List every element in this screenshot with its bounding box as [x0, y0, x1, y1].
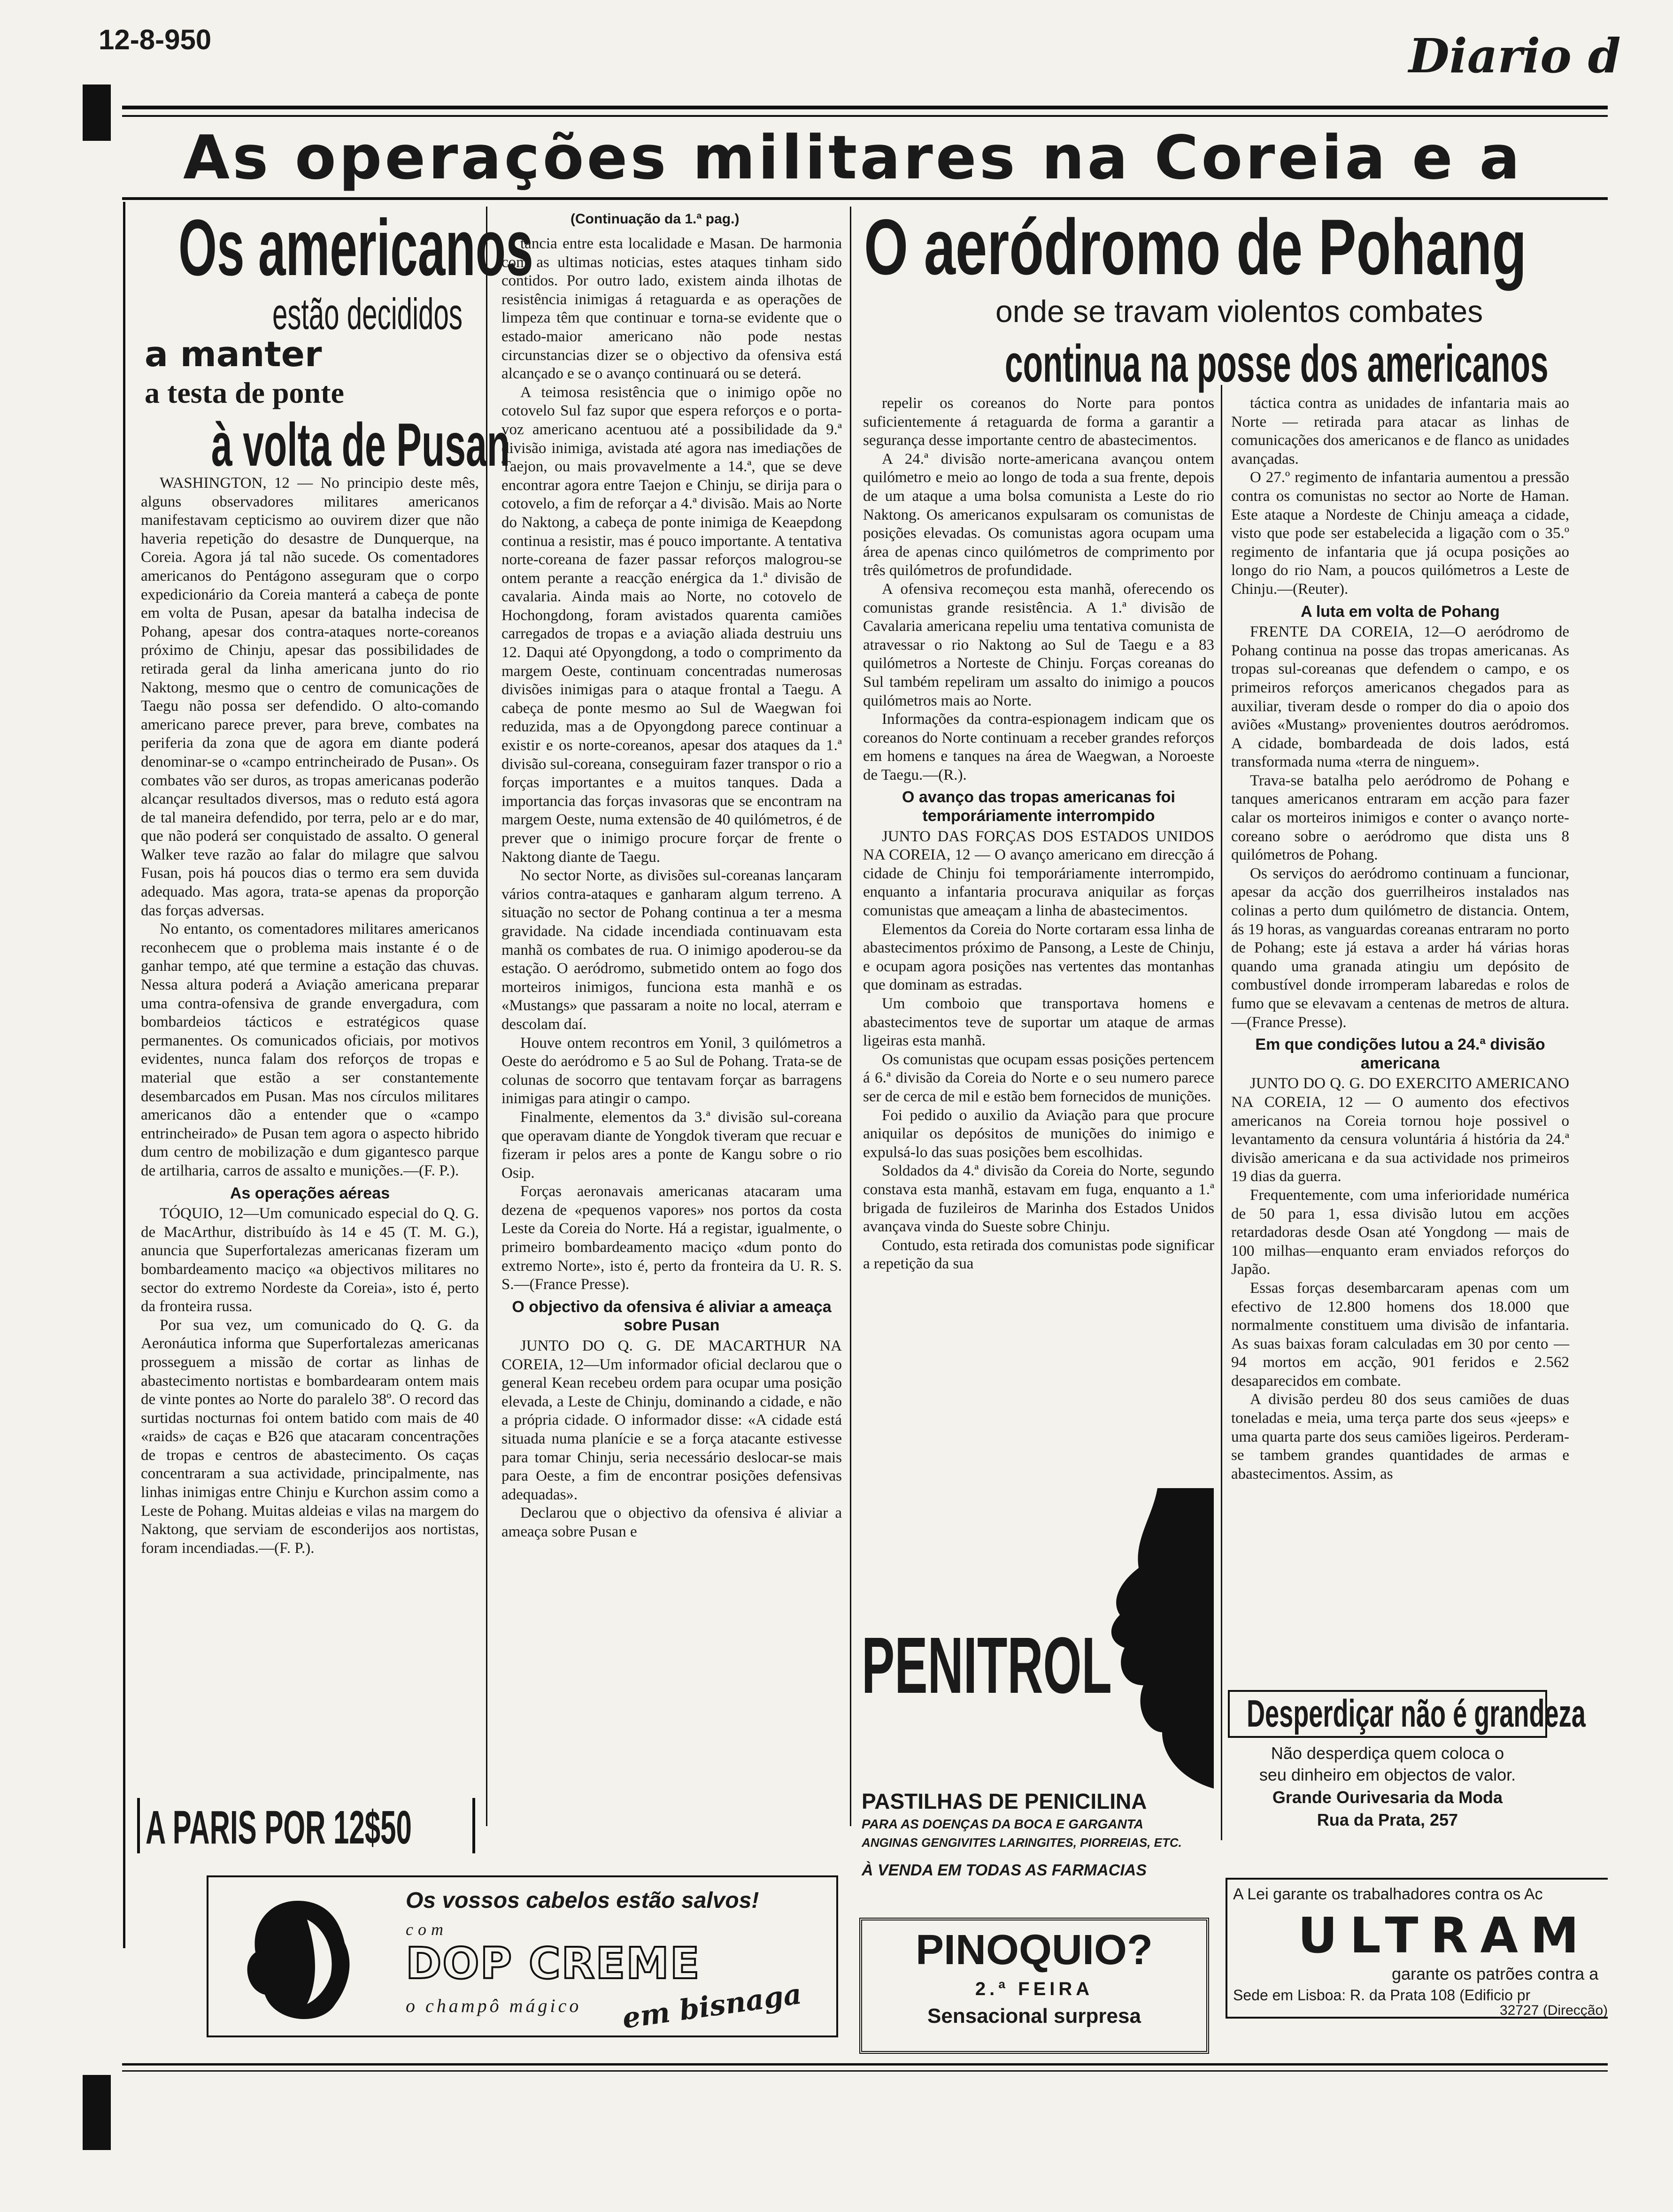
cont-paragraph-1: tancia entre esta localidade e Masan. De harmonia com as ultimas noticias, estes ataques tinham sido contidos. Por outro lado, existem ainda ilhotas de resistência inimigas á retaguarda e as operações de limpeza têm que continuar e torna-se evidente que o estado-maior americano não pode nestas circunstancias dizer se o objectivo da ofensiva está alcançado e se o avanço continuará ou se deterá.	[501, 235, 842, 383]
right-col1-paragraph-1: repelir os coreanos do Norte para pontos suficientemente á retaguarda de forma a garantir a segurança desse importante centro de abastecimentos.	[863, 395, 1214, 449]
left-subhead-aereas: As operações aéreas	[230, 1184, 390, 1202]
right-col2-paragraph-1: táctica contra as unidades de infantaria mais ao Norte — retirada para atacar as linhas de comunicações dos americanos e de flanco as unidades avançadas.	[1231, 395, 1569, 468]
ultramar-line2: garante os patrões contra a	[1392, 1964, 1599, 1983]
banner-headline: As operações militares na Coreia e a	[183, 123, 1523, 193]
ourivesaria-name: Grande Ourivesaria da Moda	[1272, 1788, 1503, 1807]
banner-rule	[122, 197, 1608, 200]
right-col1-paragraph-10: Soldados da 4.ª divisão da Coreia do Norte, segundo constava esta manhã, estavam em fuga, enquanto a 1.ª brigada de fuzileiros de Marinha dos Estados Unidos avançava vinda do Sueste sobre Chinju.	[863, 1162, 1214, 1236]
penitrol-line2: PARA AS DOENÇAS DA BOCA E GARGANTA	[862, 1817, 1143, 1831]
right-col2-paragraph-9: A divisão perdeu 80 dos seus camiões de duas toneladas e meia, uma terça parte dos seus «jeeps» e uma quarta parte dos seus camiões ligeiros. Perderam-se tambem grandes quantidades de armas e abastecimentos. Assim, as	[1231, 1391, 1569, 1482]
bottom-rule-2	[122, 2070, 1608, 2072]
cont-paragraph-5: Finalmente, elementos da 3.ª divisão sul-coreana que operavam diante de Yongdok tiveram que recuar e fizeram ir pelos ares a ponte de Kangu sobre o rio Osip.	[501, 1108, 842, 1182]
ourivesaria-line1: Não desperdiça quem coloca o	[1271, 1743, 1504, 1763]
right-col2-subhead-2: Em que condições lutou a 24.ª divisão americana	[1255, 1036, 1545, 1072]
penitrol-line4: À VENDA EM TODAS AS FARMACIAS	[862, 1861, 1147, 1879]
bottom-rule	[122, 2063, 1608, 2066]
penitrol-ad	[857, 1488, 1214, 1878]
penitrol-line3: ANGINAS GENGIVITES LARINGITES, PIORREIAS, ETC.	[862, 1836, 1182, 1850]
left-paragraph-2: No entanto, os comentadores militares americanos reconhecem que o problema mais instante é o de ganhar tempo, até que termine a estação das chuvas. Nessa altura poderá a Aviação americana preparar uma contra-ofensiva de grande envergadura, com bombardeios tácticos e estratégicos quase permanentes. Os comunicados oficiais, por motivos evidentes, nunca falam dos reforços de tropas e material que estão a ser constantemente desembarcados em Pusan. Mas nos círculos militares americanos dão a entender que o «campo entrincheirado» de Pusan tem agora o aspecto hibrido dum centro de mobilização e dum gigantesco parque de artilharia, carros de assalto e munições.—(F. P.).	[141, 921, 479, 1179]
pinoquio-day: 2.ª FEIRA	[975, 1979, 1094, 1999]
top-rule	[122, 106, 1608, 109]
column-rule-3	[1221, 385, 1222, 1840]
left-frame-rule	[123, 202, 125, 1948]
margin-mark-top	[83, 84, 111, 141]
ultramar-line4: 32727 (Direcção)	[1500, 2003, 1608, 2018]
ultramar-line1: A Lei garante os trabalhadores contra os Ac	[1233, 1885, 1543, 1903]
right-col2-paragraph-5: Os serviços do aeródromo continuam a funcionar, apesar da acção dos guerrilheiros instalados nas colinas a perto dum quilómetro de distancia. Ontem, ás 19 horas, as vanguardas coreanas entraram no porto de Pohang; este já estava a arder há várias horas quando uma granada atingiu um depósito de combustível donde irromperam labaredas e rolos de fumo que se elevavam a centenas de metros de altura.—(France Presse).	[1231, 865, 1569, 1031]
ourivesaria-address: Rua da Prata, 257	[1317, 1810, 1458, 1829]
left-paragraph-1: WASHINGTON, 12 — No principio deste mês, alguns observadores militares americanos manifestavam cepticismo ao ouvirem dizer que não haveria repetição do desastre de Dunquerque, na Coreia. Agora já tal não sucede. Os comentadores americanos do Pentágono asseguram que o corpo expedicionário da Coreia manterá a cabeça de ponte em volta de Pusan, apesar da batalha indecisa de Pohang, apesar dos contra-ataques norte-coreanos próximo de Chinju, apesar das possibilidades de retirada geral da linha americana junto do rio Naktong, mesmo que o centro de comunicações de Taegu não possa ser defendido. O alto-comando americano parece prever, para breve, combates na periferia da zona que de agora em diante poderá denominar-se o «campo entrincheirado de Pusan». Os combates vão ser duros, as tropas americanas poderão alcançar resultados diversos, mas o reduto está agora de tal maneira defendido, por terra, pelo ar e do mar, que não poderá ser conquistado de assalto. O general Walker teve razão ao falar do milagre que salvou Fusan, pois há poucos dias o termo era sem duvida adequado. Mas agora, trata-se apenas da proporção das forças adversas.	[141, 475, 479, 919]
right-col1-subhead: O avanço das tropas americanas foi temporáriamente interrompido	[902, 788, 1176, 825]
dop-creme-ad	[207, 1875, 838, 2037]
ourivesaria-title: Desperdiçar não é grandeza	[1246, 1692, 1586, 1735]
cont-subhead-objectivo: O objectivo da ofensiva é aliviar a ameaça sobre Pusan	[512, 1298, 832, 1335]
ourivesaria-line2: seu dinheiro em objectos de valor.	[1259, 1765, 1516, 1784]
cont-paragraph-4: Houve ontem recontros em Yonil, 3 quilómetros a Oeste do aeródromo e 5 ao Sul de Pohang. Trata-se de colunas de socorro que tentavam forçar as barragens inimigas para atingir o campo.	[501, 1034, 842, 1107]
right-subtitle: onde se travam violentos combates	[995, 294, 1483, 329]
masthead: Diario d	[1409, 28, 1621, 84]
right-col1-paragraph-7: Um comboio que transportava homens e abastecimentos teve de suportar um ataque de armas ligeiras esta manhã.	[863, 995, 1214, 1050]
right-col2-paragraph-6: JUNTO DO Q. G. DO EXERCITO AMERICANO NA COREIA, 12 — O aumento dos efectivos americanos na Coreia tornou hoje possivel o levantamento da censura voluntária á história da 24.ª divisão americana e da sua actividade nos primeiros 19 dias da guerra.	[1231, 1075, 1569, 1185]
left-title-line2: estão decididos	[272, 289, 463, 338]
right-col1-paragraph-11: Contudo, esta retirada dos comunistas pode significar a repetição da sua	[863, 1237, 1214, 1273]
ultramar-line3: Sede em Lisboa: R. da Prata 108 (Edificio pr	[1233, 1987, 1531, 2004]
left-paragraph-4: Por sua vez, um comunicado do Q. G. da Aeronáutica informa que Superfortalezas americanas prosseguem a missão de cortar as linhas de abastecimento nortistas e bombardearam ontem mais de vinte pontes ao Norte do paralelo 38º. O record das surtidas nocturnas foi ontem batido com mais de 40 «raids» de caças e B26 que atacaram concentrações de tropas e centros de abastecimento. Os caças concentraram a sua actividade, principalmente, nas linhas inimigas entre Chinju e Kurchon assim como a Leste de Pohang. Muitas aldeias e vilas na margem do Naktong, que serviam de esconderijos aos nortistas, foram incendiadas.—(F. P.).	[141, 1316, 479, 1557]
right-col1-paragraph-9: Foi pedido o auxilio da Aviação para que procure aniquilar os depósitos de munições do inimigo e expulsá-lo das suas posições bem escolhidas.	[863, 1106, 1214, 1161]
right-col1-paragraph-8: Os comunistas que ocupam essas posições pertencem á 6.ª divisão da Coreia do Norte e o seu numero parece ser de cerca de mil e estão bem fornecidos de munições.	[863, 1051, 1214, 1105]
page-date: 12-8-950	[99, 24, 212, 55]
left-title-line3: a manter	[145, 334, 322, 375]
dop-creme-tagline: o champô mágico	[406, 1995, 582, 2016]
penitrol-line1: PASTILHAS DE PENICILINA	[862, 1789, 1147, 1813]
ourivesaria-ad	[1228, 1690, 1586, 1840]
paris-ad-text: A PARIS POR 12$50	[146, 1801, 412, 1854]
left-article-body	[141, 474, 479, 1784]
left-title-line4: a testa de ponte	[145, 376, 344, 409]
cont-paragraph-8: Declarou que o objectivo da ofensiva é aliviar a ameaça sobre Pusan e	[501, 1505, 842, 1540]
right-col1-paragraph-3: A ofensiva recomeçou esta manhã, oferecendo os comunistas grande resistência. A 1.ª divisão de Cavalaria americana repeliu uma tentativa comunista de atravessar o rio Naktong ao Sul de Taegu e a 83 quilómetros a Norteste de Chinju. Forças coreanas do Sul também repeliram um assalto do inimigo a poucos quilómetros mais ao Norte.	[863, 580, 1214, 709]
cont-paragraph-3: No sector Norte, as divisões sul-coreanas lançaram vários contra-ataques e ganharam algum terreno. A situação no sector de Pohang continua a ter a mesma gravidade. Na cidade incendiada continuavam esta manhã os combates de rua. O inimigo apoderou-se da estação. O aeródromo, submetido ontem ao fogo dos morteiros inimigos, funciona esta manhã e os «Mustangs» que passaram a noite no local, aterram e descolam daí.	[501, 867, 842, 1033]
continuation-body	[501, 235, 842, 1897]
right-col2-subhead-1: A luta em volta de Pohang	[1301, 602, 1500, 621]
right-subtitle-2: continua na posse dos americanos	[1005, 334, 1549, 393]
left-title-line5: à volta de Pusan	[211, 410, 510, 479]
woman-silhouette-icon	[237, 1891, 359, 2028]
right-col1-paragraph-4: Informações da contra-espionagem indicam que os coreanos do Norte continuam a receber grandes reforços em homens e tanques na área de Waegwan, a Noroeste de Taegu.—(R.).	[863, 711, 1214, 783]
dop-creme-bisnaga: em bisnaga	[620, 1977, 804, 2035]
left-paragraph-3: TÓQUIO, 12—Um comunicado especial do Q. G. de MacArthur, distribuído às 14 e 45 (T. M. G.), anuncia que Superfortalezas americanas fizeram um bombardeamento maciço «a objectivos militares no sector do extremo Nordeste da Coreia», isto é, perto da fronteira russa.	[141, 1205, 479, 1315]
cont-paragraph-6: Forças aeronavais americanas atacaram uma dezena de «pequenos vapores» nos portos da costa Leste da Coreia do Norte. Há a registar, igualmente, o primeiro bombardeamento maciço «dum ponto do extremo Norte», isto é, perto da fronteira da U. R. S. S.—(France Presse).	[501, 1183, 842, 1293]
right-col2-paragraph-3: FRENTE DA COREIA, 12—O aeródromo de Pohang continua na posse das tropas americanas. As tropas sul-coreanas que defendem o campo, e os primeiros reforços americanos chegados para as auxiliar, tiveram desde o romper do dia o apoio dos aviões «Mustang» provenientes doutros aeródromos. A cidade, bombardeada de dois lados, está transformada numa «terra de ninguem».	[1231, 623, 1569, 771]
pinoquio-title: PINOQUIO?	[915, 1927, 1153, 1974]
paris-ad	[137, 1798, 475, 1853]
pinoquio-surprise: Sensacional surpresa	[927, 2005, 1141, 2028]
right-col2-paragraph-8: Essas forças desembarcaram apenas com um efectivo de 12.800 homens dos 18.000 que normalmente constituem uma divisão de infantaria. As suas baixas foram calculadas em 30 por cento —94 mortos em acção, 901 feridos e 2.562 desaparecidos em combate.	[1231, 1279, 1569, 1390]
ourivesaria-title-box	[1228, 1690, 1586, 1738]
dop-creme-headline: Os vossos cabelos estão salvos!	[406, 1888, 759, 1913]
pinoquio-ad	[859, 1918, 1209, 2054]
ultramar-brand: ULTRAM	[1298, 1907, 1591, 1964]
top-rule-2	[122, 115, 1608, 117]
right-col1-paragraph-5: JUNTO DAS FORÇAS DOS ESTADOS UNIDOS NA COREIA, 12 — O avanço americano em direcção á cidade de Chinju foi temporáriamente interrompido, enquanto a infantaria procurava aniquilar as forças comunistas que ameaçam a linha de abastecimentos.	[863, 828, 1214, 920]
margin-mark-bottom	[83, 2075, 111, 2150]
column-rule-2	[850, 207, 851, 1826]
ultramar-ad	[1226, 1878, 1608, 2019]
penitrol-brand: PENITROL	[862, 1621, 1112, 1710]
right-col2-paragraph-2: O 27.º regimento de infantaria aumentou a pressão contra os comunistas no sector ao Norte de Haman. Este ataque a Nordeste de Chinju ameaça a cidade, visto que pode ser estabelecida a ligação com o 35.º regimento de infantaria que já ocupa posições ao longo do rio Nam, a poucos quilómetros a Leste de Chinju.—(Reuter).	[1231, 469, 1569, 598]
cont-paragraph-7: JUNTO DO Q. G. DE MACARTHUR NA COREIA, 12—Um informador oficial declarou que o general Kean recebeu ordem para ocupar uma posição elevada, a Leste de Chinju, dominando a cidade, e não a própria cidade. O informador disse: «A cidade está situada numa planície e se a força atacante estivesse para tomar Chinju, seria necessário deslocar-se mais para Oeste, a fim de encontrar posições defensivas adequadas».	[501, 1337, 842, 1503]
right-col2-paragraph-7: Frequentemente, com uma inferioridade numérica de 50 para 1, essa divisão lutou em acções retardadoras desde Osan até Yongdong — mais de 100 milhas—enquanto eram enviados reforços do Japão.	[1231, 1186, 1569, 1278]
right-title: O aeródromo de Pohang	[864, 203, 1527, 291]
right-col1-body	[863, 394, 1214, 1408]
continuation-label: (Continuação da 1.ª pag.)	[571, 211, 740, 227]
right-col2-body	[1231, 394, 1569, 1643]
cont-paragraph-2: A teimosa resistência que o inimigo opõe no cotovelo Sul faz supor que espera reforços e o porta-voz americano acentuou até a possibilidade da 9.ª divisão inimiga, avistada até agora nas imediações de Taejon, ou mais provavelmente a 14.ª, que se deve encontrar agora entre Taejon e Chinju, se dirija para o cotovelo, a fim de reforçar a 4.ª divisão. Mais ao Norte do Naktong, a cabeça de ponte inimiga de Keaepdong continua a resistir, mas é pouco importante. A tentativa norte-coreana de fazer passar reforços malogrou-se ontem perante a reacção enérgica da 1.ª divisão de cavalaria. Ainda mais ao Norte, no cotovelo de Hochongdong, foram avistados quarenta camiões carregados de tropas e a aviação aliada destruiu uns 12. Daqui até Opyongdong, a todo o comprimento da margem Oeste, continuam concentradas numerosas divisões inimigas para o ataque frontal a Taegu. A cabeça de ponte mesmo ao Sul de Waegwan foi reduzida, mas a de Opyongdong parece continuar a existir e os norte-coreanos, apesar dos ataques da 1.ª divisão sul-coreana, conseguiram fazer transpor o rio a forças importantes e a muitos tanques. Dada a importancia das forças invasoras que se encontram na margem Oeste, numa extensão de 40 quilómetros, é de prever que o inimigo procure forçar de frente o Naktong diante de Taegu.	[501, 384, 842, 866]
right-col2-paragraph-4: Trava-se batalha pelo aeródromo de Pohang e tanques americanos entraram em acção para fazer calar os morteiros inimigos e conter o avanço norte-coreano sobre o aeródromo que dista uns 8 quilómetros de Pohang.	[1231, 772, 1569, 864]
right-col1-paragraph-2: A 24.ª divisão norte-americana avançou ontem quilómetro e meio ao longo de toda a sua frente, depois de um ataque a uma bolsa comunista a Leste do rio Naktong. Os americanos expulsaram os comunistas de posições elevadas. Os comunistas agora ocupam uma área de apenas cinco quilómetros de comprimento por três quilómetros de profundidade.	[863, 450, 1214, 579]
left-title-big: Os americanos	[178, 203, 533, 292]
dop-creme-com: com	[406, 1920, 448, 1939]
right-col1-paragraph-6: Elementos da Coreia do Norte cortaram essa linha de abastecimentos próximo de Pansong, a Leste de Chinju, e ocupam agora posições nas vertentes das montanhas que dominam as estradas.	[863, 921, 1214, 994]
dop-creme-brand: DOP CREME	[406, 1938, 701, 1989]
